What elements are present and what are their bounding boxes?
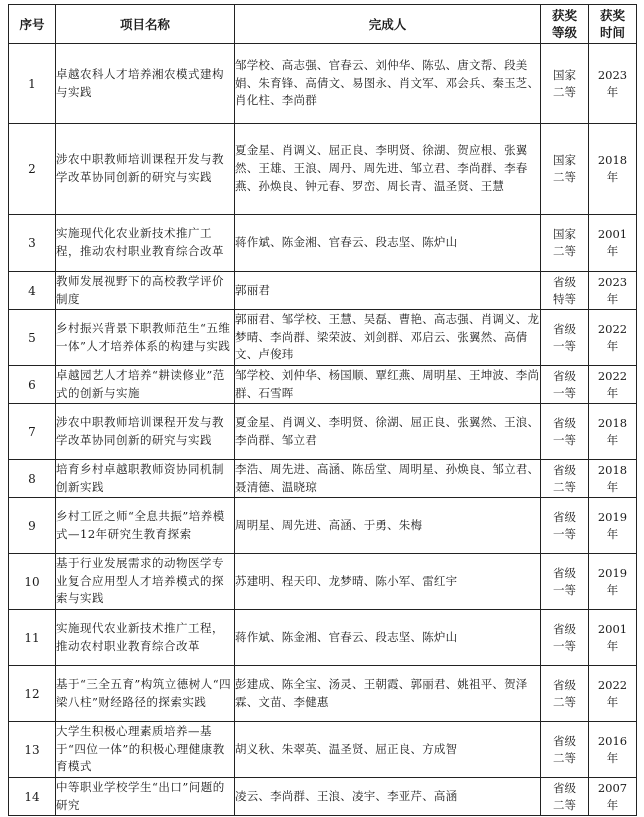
header-level: [541, 5, 589, 44]
award-level-line2: 二等: [553, 244, 576, 258]
row-number: 11: [9, 610, 56, 666]
project-title: 卓越园艺人才培养“耕读修业”范式的创新与实施: [56, 366, 235, 404]
award-year: [589, 404, 637, 460]
award-level-line2: 一等: [553, 638, 576, 653]
contributors: 夏金星、肖调义、李明贤、徐湖、屈正良、张翼然、王浪、李尚群、邹立君: [235, 404, 541, 460]
project-title: 涉农中职教师培训课程开发与教学改革协同创新的研究与实践: [56, 124, 235, 215]
award-level: [541, 554, 589, 610]
award-level: [541, 310, 589, 366]
awards-table: [8, 4, 637, 816]
award-year-line2: 年: [606, 291, 619, 306]
table-row: [9, 215, 637, 272]
award-level-line2: 二等: [553, 797, 576, 812]
award-year-line2: 年: [606, 694, 619, 709]
contributors: 凌云、李尚群、王浪、凌宇、李亚芹、高涵: [235, 778, 541, 816]
award-level-line2: 一等: [553, 526, 576, 541]
project-title: 实施现代化农业新技术推广工程，推动农村职业教育综合改革: [56, 215, 235, 272]
award-year-line2: 年: [606, 385, 619, 400]
table-row: [9, 272, 637, 310]
award-level: [541, 498, 589, 554]
award-level-line2: 一等: [553, 432, 576, 447]
row-number: 2: [9, 124, 56, 215]
award-level-line1: 省级: [553, 621, 576, 636]
award-level-line1: 省级: [553, 368, 576, 383]
award-year-line2: 年: [606, 750, 619, 765]
award-year-line2: 年: [606, 244, 619, 258]
row-number: 12: [9, 666, 56, 722]
award-year: [589, 460, 637, 498]
award-level-line1: 国家: [553, 67, 576, 82]
award-level-line1: 省级: [553, 677, 576, 692]
award-level-line1: 省级: [553, 462, 576, 477]
project-title: 涉农中职教师培训课程开发与教学改革协同创新的研究与实践: [56, 404, 235, 460]
award-year-line2: 年: [606, 526, 619, 541]
table-row: [9, 610, 637, 666]
header-no: 序号: [9, 5, 56, 44]
award-year: [589, 44, 637, 124]
contributors: 周明星、周先进、高涵、于勇、朱梅: [235, 498, 541, 554]
award-year-line1: 2016: [597, 733, 628, 748]
award-year-line1: 2001: [597, 621, 628, 636]
award-year-line1: 2023: [597, 274, 628, 289]
award-level: [541, 610, 589, 666]
award-year-line1: 2018: [597, 153, 628, 167]
table-row: [9, 778, 637, 816]
table-body: [9, 44, 637, 816]
award-level-line2: 二等: [553, 750, 576, 765]
award-level-line1: 国家: [553, 153, 576, 167]
row-number: 5: [9, 310, 56, 366]
award-year: [589, 554, 637, 610]
contributors: 李浩、周先进、高涵、陈岳堂、周明星、孙焕良、邹立君、聂清德、温晓琼: [235, 460, 541, 498]
contributors: 邹学校、刘仲华、杨国顺、覃红燕、周明星、王坤波、李尚群、石雪晖: [235, 366, 541, 404]
award-level-line2: 二等: [553, 694, 576, 709]
award-level-line2: 特等: [553, 291, 576, 306]
award-year-line2: 年: [606, 582, 619, 597]
award-level-line2: 二等: [553, 479, 576, 494]
award-level-line1: 省级: [553, 415, 576, 430]
award-level: [541, 124, 589, 215]
award-level-line1: 国家: [553, 227, 576, 241]
award-year: [589, 722, 637, 778]
award-level-line2: 一等: [553, 582, 576, 597]
table-row: [9, 44, 637, 124]
table-row: [9, 310, 637, 366]
award-level-line2: 一等: [553, 385, 576, 400]
project-title: 培育乡村卓越职教师资协同机制创新实践: [56, 460, 235, 498]
project-title: 教师发展视野下的高校教学评价制度: [56, 272, 235, 310]
header-level-line1: 获奖: [551, 8, 577, 23]
award-year-line2: 年: [606, 84, 619, 99]
table-row: [9, 666, 637, 722]
contributors: 郭丽君、邹学校、王慧、吴磊、曹艳、高志强、肖调义、龙梦晴、李尚群、梁荣波、刘剑群、邓启云、张翼然、高倩文、卢俊玮: [235, 310, 541, 366]
table-row: [9, 722, 637, 778]
award-level-line1: 省级: [553, 565, 576, 580]
row-number: 4: [9, 272, 56, 310]
row-number: 10: [9, 554, 56, 610]
award-level: [541, 460, 589, 498]
row-number: 8: [9, 460, 56, 498]
contributors: 苏建明、程天印、龙梦晴、陈小军、雷红宇: [235, 554, 541, 610]
award-year: [589, 498, 637, 554]
row-number: 1: [9, 44, 56, 124]
award-level-line2: 一等: [553, 338, 576, 353]
award-level-line1: 省级: [553, 509, 576, 524]
award-level: [541, 215, 589, 272]
table-row: [9, 498, 637, 554]
table-row: [9, 554, 637, 610]
award-year: [589, 272, 637, 310]
row-number: 7: [9, 404, 56, 460]
row-number: 6: [9, 366, 56, 404]
header-level-line2: 等级: [551, 25, 577, 40]
contributors: 彭建成、陈全宝、汤灵、王朝霞、郭丽君、姚祖平、贺泽霖、文苗、李健惠: [235, 666, 541, 722]
award-year-line2: 年: [606, 170, 619, 184]
contributors: 蒋作斌、陈金湘、官春云、段志坚、陈炉山: [235, 215, 541, 272]
header-row: [9, 5, 637, 44]
header-people: 完成人: [235, 5, 541, 44]
award-year-line1: 2018: [597, 462, 628, 477]
project-title: 基于行业发展需求的动物医学专业复合应用型人才培养模式的探索与实践: [56, 554, 235, 610]
award-year-line1: 2022: [597, 368, 628, 383]
project-title: 实施现代农业新技术推广工程，推动农村职业教育综合改革: [56, 610, 235, 666]
award-year: [589, 610, 637, 666]
row-number: 14: [9, 778, 56, 816]
award-year-line1: 2019: [597, 509, 628, 524]
project-title: 乡村工匠之师“全息共振”培养模式—12年研究生教育探索: [56, 498, 235, 554]
award-year-line2: 年: [606, 797, 619, 812]
row-number: 3: [9, 215, 56, 272]
project-title: 大学生积极心理素质培养—基于“四位一体”的积极心理健康教育模式: [56, 722, 235, 778]
award-year: [589, 778, 637, 816]
project-title: 卓越农科人才培养湘农模式建构与实践: [56, 44, 235, 124]
award-year-line1: 2022: [597, 321, 628, 336]
award-year: [589, 366, 637, 404]
contributors: 邹学校、高志强、官春云、刘仲华、陈弘、唐文帮、段美娟、朱育锋、高倩文、易图永、肖文军、邓会兵、秦玉芝、肖化柱、李尚群: [235, 44, 541, 124]
award-level: [541, 778, 589, 816]
table-row: [9, 404, 637, 460]
row-number: 13: [9, 722, 56, 778]
contributors: 夏金星、肖调义、屈正良、李明贤、徐湖、贺应根、张翼然、王雄、王浪、周丹、周先进、邹立君、李尚群、李春燕、孙焕良、钟元春、罗峦、周长青、温圣贤、王慧: [235, 124, 541, 215]
award-year-line2: 年: [606, 638, 619, 653]
award-level-line2: 二等: [553, 84, 576, 99]
award-level: [541, 404, 589, 460]
award-level: [541, 722, 589, 778]
table-row: [9, 460, 637, 498]
award-level-line1: 省级: [553, 733, 576, 748]
award-level-line2: 二等: [553, 170, 576, 184]
award-year: [589, 215, 637, 272]
award-level: [541, 666, 589, 722]
award-year-line1: 2001: [597, 227, 628, 241]
header-title: 项目名称: [56, 5, 235, 44]
award-year-line1: 2007: [597, 780, 628, 795]
project-title: 乡村振兴背景下职教师范生“五维一体”人才培养体系的构建与实践: [56, 310, 235, 366]
award-level: [541, 44, 589, 124]
award-year: [589, 124, 637, 215]
award-year-line1: 2022: [597, 677, 628, 692]
contributors: 蒋作斌、陈金湘、官春云、段志坚、陈炉山: [235, 610, 541, 666]
award-year: [589, 310, 637, 366]
table-row: [9, 366, 637, 404]
header-year-line1: 获奖: [599, 8, 625, 23]
award-year-line1: 2018: [597, 415, 628, 430]
award-year-line1: 2023: [597, 67, 628, 82]
contributors: 胡义秋、朱翠英、温圣贤、屈正良、方成智: [235, 722, 541, 778]
award-level-line1: 省级: [553, 274, 576, 289]
award-year-line2: 年: [606, 338, 619, 353]
row-number: 9: [9, 498, 56, 554]
table-row: [9, 124, 637, 215]
award-level: [541, 366, 589, 404]
project-title: 中等职业学校学生“出口”问题的研究: [56, 778, 235, 816]
award-year-line2: 年: [606, 432, 619, 447]
award-year-line1: 2019: [597, 565, 628, 580]
award-year: [589, 666, 637, 722]
project-title: 基于“三全五育”构筑立德树人“四梁八柱”财经路径的探索实践: [56, 666, 235, 722]
award-level-line1: 省级: [553, 780, 576, 795]
award-year-line2: 年: [606, 479, 619, 494]
award-level-line1: 省级: [553, 321, 576, 336]
header-year: [589, 5, 637, 44]
contributors: 郭丽君: [235, 272, 541, 310]
header-year-line2: 时间: [599, 25, 625, 40]
award-level: [541, 272, 589, 310]
